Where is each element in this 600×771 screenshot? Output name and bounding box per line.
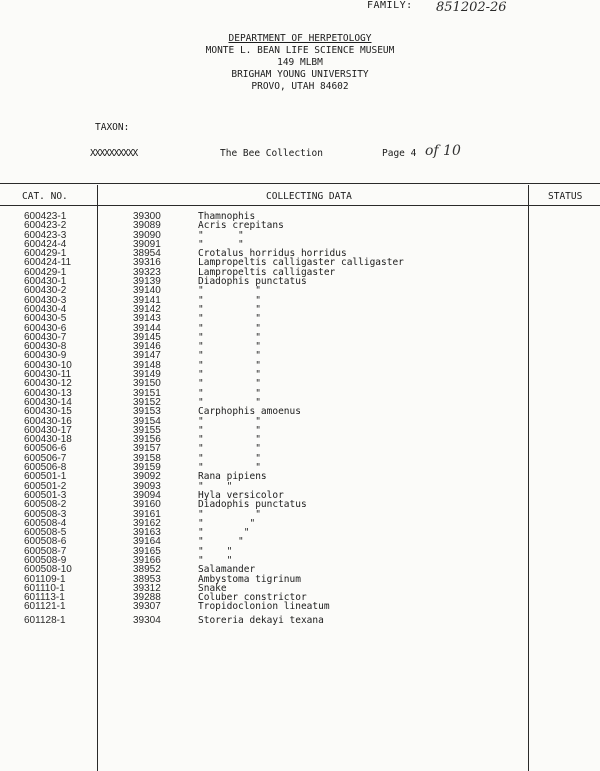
table-row	[0, 314, 600, 323]
specimen-number: 39148	[133, 359, 161, 371]
specimen-number: 39165	[133, 545, 161, 557]
catalog-number: 600429-1	[24, 266, 67, 278]
taxon-label: TAXON:	[95, 122, 130, 133]
collecting-data: " "	[198, 434, 261, 446]
collecting-data: " "	[198, 508, 261, 520]
table-row	[0, 472, 600, 481]
catalog-number: 601109-1	[24, 573, 66, 585]
collecting-data: Snake	[198, 582, 227, 594]
catalog-number: 600430-4	[24, 303, 67, 315]
collecting-data: Lampropeltis calligaster	[198, 266, 336, 278]
catalog-number: 600430-9	[24, 350, 67, 362]
specimen-number: 39153	[133, 406, 161, 418]
specimen-number: 39161	[133, 508, 161, 520]
catalog-number: 600501-2	[24, 480, 67, 492]
specimen-number: 39152	[133, 396, 161, 408]
room-number: 149 MLBM	[277, 57, 323, 68]
catalog-number: 600430-8	[24, 341, 67, 353]
table-row	[0, 389, 600, 398]
specimen-number: 39140	[133, 285, 161, 297]
table-row	[0, 231, 600, 240]
catalog-number: 600423-1	[24, 211, 67, 222]
specimen-number: 39149	[133, 369, 161, 381]
table-row	[0, 482, 600, 491]
catalog-number: 600423-2	[24, 220, 67, 232]
table-row	[0, 616, 600, 625]
table-top-rule	[0, 183, 600, 184]
catalog-number: 600506-8	[24, 462, 67, 474]
struck-out-text: XXXXXXXXXX	[90, 148, 138, 159]
table-row	[0, 379, 600, 388]
specimen-number: 39143	[133, 313, 161, 325]
specimen-number: 39151	[133, 387, 161, 399]
collecting-data: " "	[198, 322, 261, 334]
catalog-number: 600430-18	[24, 434, 72, 446]
collecting-data: " "	[198, 424, 261, 436]
department-title: DEPARTMENT OF HERPETOLOGY	[228, 33, 372, 44]
collecting-data: " "	[198, 331, 261, 343]
specimen-number: 39312	[133, 582, 161, 594]
table-row	[0, 417, 600, 426]
specimen-number: 39164	[133, 536, 161, 548]
university-name: BRIGHAM YOUNG UNIVERSITY	[231, 69, 369, 80]
specimen-number: 39304	[133, 614, 161, 626]
table-row	[0, 602, 600, 611]
catalog-number: 600430-14	[24, 396, 72, 408]
catalog-number: 600508-2	[24, 499, 67, 511]
specimen-number: 39093	[133, 480, 161, 492]
collecting-data: " "	[198, 387, 261, 399]
table-row	[0, 454, 600, 463]
catalog-number: 600430-10	[24, 359, 72, 371]
catalog-number: 600430-16	[24, 415, 72, 427]
catalog-number: 600506-7	[24, 452, 67, 464]
city-address: PROVO, UTAH 84602	[251, 81, 349, 92]
table-row	[0, 519, 600, 528]
specimen-number: 39092	[133, 471, 161, 483]
specimen-number: 39288	[133, 592, 161, 604]
collecting-data: Rana pipiens	[198, 471, 267, 483]
specimen-number: 39145	[133, 331, 161, 343]
specimen-number: 39090	[133, 229, 161, 241]
table-row	[0, 463, 600, 472]
table-row	[0, 547, 600, 556]
specimen-number: 39089	[133, 220, 161, 232]
table-row	[0, 324, 600, 333]
catalog-number: 601113-1	[24, 592, 65, 604]
collecting-data: " "	[198, 238, 244, 250]
table-row	[0, 221, 600, 230]
catalog-number: 600430-15	[24, 406, 72, 418]
table-row	[0, 426, 600, 435]
table-row	[0, 500, 600, 509]
catalog-number: 600430-17	[24, 424, 72, 436]
collecting-data: " "	[198, 480, 233, 492]
specimen-number: 39094	[133, 489, 161, 501]
specimen-number: 39155	[133, 424, 161, 436]
collecting-data: " "	[198, 341, 261, 353]
catalog-number: 600423-3	[24, 229, 67, 241]
table-row	[0, 575, 600, 584]
table-row	[0, 510, 600, 519]
table-row	[0, 342, 600, 351]
specimen-number: 39157	[133, 443, 161, 455]
catalog-number: 600508-10	[24, 564, 72, 576]
collecting-data: Carphophis amoenus	[198, 406, 301, 418]
family-label: FAMILY:	[367, 0, 413, 11]
catalog-number: 600430-3	[24, 294, 67, 306]
specimen-number: 39300	[133, 211, 161, 222]
specimen-number: 39144	[133, 322, 161, 334]
catalog-number: 601110-1	[24, 582, 65, 594]
collecting-data: " "	[198, 369, 261, 381]
catalog-number: 600430-13	[24, 387, 72, 399]
collecting-data: " "	[198, 359, 261, 371]
specimen-number: 39142	[133, 303, 161, 315]
collecting-data: " "	[198, 443, 261, 455]
collecting-data: " "	[198, 527, 250, 539]
table-row	[0, 333, 600, 342]
page-label: Page 4	[382, 148, 417, 159]
catalog-number: 600508-9	[24, 554, 67, 566]
collecting-data: " "	[198, 229, 244, 241]
collecting-data: Thamnophis	[198, 211, 256, 222]
specimen-table	[0, 212, 600, 625]
table-row	[0, 361, 600, 370]
catalog-number: 600430-2	[24, 285, 67, 297]
specimen-number: 39156	[133, 434, 161, 446]
catalog-number: 601128-1	[24, 614, 66, 626]
family-number: 851202-26	[436, 0, 507, 15]
specimen-number: 39139	[133, 276, 161, 288]
specimen-number: 39146	[133, 341, 161, 353]
collecting-data: " "	[198, 313, 261, 325]
catalog-number: 600430-12	[24, 378, 72, 390]
specimen-number: 39150	[133, 378, 161, 390]
collecting-data: Salamander	[198, 564, 256, 576]
table-row	[0, 351, 600, 360]
specimen-number: 39316	[133, 257, 161, 269]
collecting-data: " "	[198, 396, 261, 408]
collecting-data: " "	[198, 517, 256, 529]
header-cat-no: CAT. NO.	[22, 191, 68, 202]
catalog-number: 600508-4	[24, 517, 67, 529]
page-total-handwritten: of 10	[425, 143, 461, 159]
collecting-data: Crotalus horridus horridus	[198, 248, 347, 260]
table-row	[0, 296, 600, 305]
header-status: STATUS	[548, 191, 583, 202]
catalog-number: 600506-6	[24, 443, 67, 455]
catalog-number: 600508-7	[24, 545, 67, 557]
specimen-number: 38954	[133, 248, 161, 260]
collecting-data: " "	[198, 452, 261, 464]
catalog-number: 600430-6	[24, 322, 67, 334]
collecting-data: " "	[198, 462, 261, 474]
specimen-number: 39162	[133, 517, 161, 529]
specimen-number: 39323	[133, 266, 161, 278]
catalog-number: 600429-1	[24, 248, 67, 260]
table-row	[0, 212, 600, 221]
catalog-number: 600501-3	[24, 489, 67, 501]
collecting-data: Acris crepitans	[198, 220, 284, 232]
collecting-data: Coluber constrictor	[198, 592, 307, 604]
collecting-data: " "	[198, 294, 261, 306]
specimen-number: 38953	[133, 573, 161, 585]
header-collecting-data: COLLECTING DATA	[266, 191, 352, 202]
table-row	[0, 435, 600, 444]
catalog-number: 600508-3	[24, 508, 67, 520]
specimen-number: 39154	[133, 415, 161, 427]
specimen-number: 39160	[133, 499, 161, 511]
catalog-number: 601121-1	[24, 601, 66, 613]
specimen-number: 39147	[133, 350, 161, 362]
table-row	[0, 556, 600, 565]
collecting-data: " "	[198, 285, 261, 297]
catalog-number: 600424-11	[24, 257, 72, 269]
specimen-number: 39307	[133, 601, 161, 613]
catalog-number: 600424-4	[24, 238, 67, 250]
specimen-number: 38952	[133, 564, 161, 576]
catalog-number: 600430-5	[24, 313, 67, 325]
collecting-data: Tropidoclonion lineatum	[198, 601, 330, 613]
table-header-rule	[0, 205, 600, 206]
specimen-number: 39158	[133, 452, 161, 464]
collecting-data: Lampropeltis calligaster calligaster	[198, 257, 404, 269]
collecting-data: " "	[198, 554, 233, 566]
museum-name: MONTE L. BEAN LIFE SCIENCE MUSEUM	[205, 45, 395, 56]
table-row	[0, 537, 600, 546]
collecting-data: Ambystoma tigrinum	[198, 573, 301, 585]
table-row	[0, 286, 600, 295]
catalog-number: 600508-5	[24, 527, 67, 539]
specimen-number: 39091	[133, 238, 161, 250]
catalog-number: 600430-11	[24, 369, 72, 381]
catalog-number: 600430-7	[24, 331, 67, 343]
table-row	[0, 528, 600, 537]
table-row	[0, 305, 600, 314]
collecting-data: Diadophis punctatus	[198, 276, 307, 288]
collecting-data: " "	[198, 545, 233, 557]
table-row	[0, 444, 600, 453]
collecting-data: " "	[198, 350, 261, 362]
collection-name: The Bee Collection	[220, 148, 323, 159]
collecting-data: Diadophis punctatus	[198, 499, 307, 511]
table-row	[0, 407, 600, 416]
table-row	[0, 277, 600, 286]
collecting-data: Storeria dekayi texana	[198, 614, 324, 626]
collecting-data: " "	[198, 303, 261, 315]
collecting-data: Hyla versicolor	[198, 489, 284, 501]
catalog-number: 600508-6	[24, 536, 67, 548]
table-row	[0, 370, 600, 379]
collecting-data: " "	[198, 536, 244, 548]
collecting-data: " "	[198, 415, 261, 427]
specimen-number: 39166	[133, 554, 161, 566]
catalog-number: 600430-1	[24, 276, 67, 288]
specimen-number: 39159	[133, 462, 161, 474]
collecting-data: " "	[198, 378, 261, 390]
specimen-number: 39163	[133, 527, 161, 539]
catalog-number: 600501-1	[24, 471, 67, 483]
specimen-number: 39141	[133, 294, 161, 306]
